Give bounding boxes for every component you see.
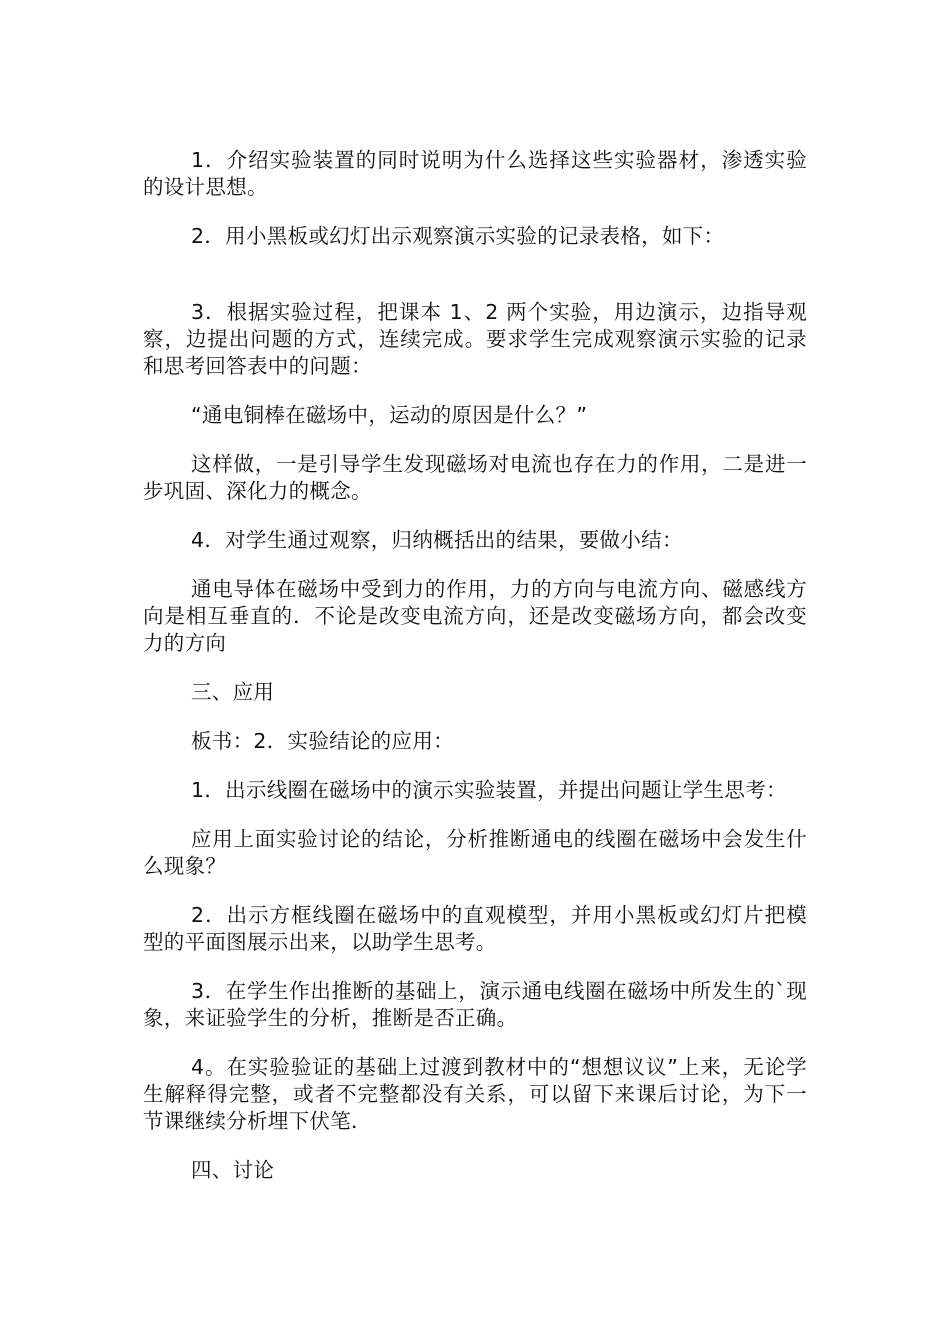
paragraph-board-writing: 板书：2．实验结论的应用：	[191, 729, 454, 753]
paragraph-frame-model: 2．出示方框线圈在磁场中的直观模型，并用小黑板或幻灯片把模型的平面图展示出来，以助学生思考。	[143, 903, 807, 954]
paragraph-question-quote: “通电铜棒在磁场中，运动的原因是什么？”	[191, 403, 588, 427]
paragraph-transition: 4。在实验验证的基础上过渡到教材中的“想想议议”上来，无论学生解释得完整，或者不完整都没有关系，可以留下来课后讨论，为下一节课继续分析埋下伏笔．	[143, 1055, 807, 1133]
section-heading-discussion: 四、讨论	[191, 1158, 275, 1182]
section-heading-application: 三、应用	[191, 680, 275, 704]
paragraph-summary-conclusion: 通电导体在磁场中受到力的作用，力的方向与电流方向、磁感线方向是相互垂直的．不论是改变电流方向，还是改变磁场方向，都会改变力的方向	[143, 577, 807, 655]
paragraph-coil-question: 应用上面实验讨论的结论，分析推断通电的线圈在磁场中会发生什么现象？	[143, 827, 807, 878]
paragraph-coil-demo: 1．出示线圈在磁场中的演示实验装置，并提出问题让学生思考：	[191, 778, 787, 802]
document-body	[143, 147, 807, 1184]
paragraph-purpose: 这样做，一是引导学生发现磁场对电流也存在力的作用，二是进一步巩固、深化力的概念。	[143, 452, 807, 503]
paragraph-intro-apparatus: 1．介绍实验装置的同时说明为什么选择这些实验器材，渗透实验的设计思想。	[143, 148, 807, 199]
paragraph-demo-verify: 3．在学生作出推断的基础上，演示通电线圈在磁场中所发生的`现象，来证验学生的分析，推断是否正确。	[143, 979, 807, 1030]
paragraph-record-table: 2．用小黑板或幻灯出示观察演示实验的记录表格，如下：	[191, 224, 725, 248]
paragraph-summary-heading: 4．对学生通过观察，归纳概括出的结果，要做小结：	[191, 528, 683, 552]
paragraph-experiment-process: 3．根据实验过程，把课本 1、2 两个实验，用边演示，边指导观察，边提出问题的方式，连续完成。要求学生完成观察演示实验的记录和思考回答表中的问题：	[143, 300, 807, 378]
